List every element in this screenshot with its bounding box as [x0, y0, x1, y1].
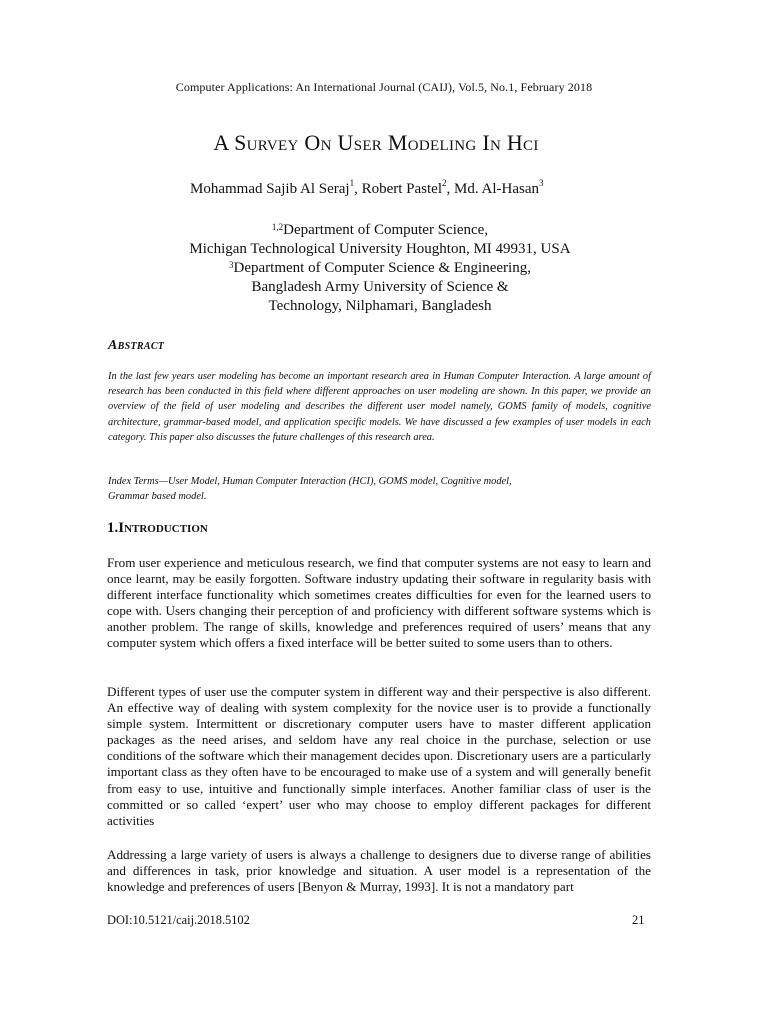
- author-name: Robert Pastel: [361, 181, 442, 197]
- body-paragraph: From user experience and meticulous research, we find that computer systems are not easy to learn and once learnt, may be easily forgotten. Software industry updating their software in regularity basis with different interface functionality which sometimes creates difficulties for even for the learned users to cope with. Users changing their perception of and proficiency with different software systems which is another problem. The range of skills, knowledge and preferences required of users’ means that any computer system which offers a fixed interface will be better suited to some users than to others.: [107, 555, 651, 651]
- author-list: Mohammad Sajib Al Seraj$^1$, Robert Pastel$^2$, Md. Al-Hasan$^3$: [190, 178, 544, 197]
- affiliation-superscript: 3: [229, 260, 234, 270]
- affiliation-line: [0, 259, 760, 278]
- body-paragraph: Different types of user use the computer system in different way and their perspective is also different. An effective way of dealing with system complexity for the novice user is to provide a functionally simple system. Intermittent or discretionary computer users have to master different application packages as the need arises, and seldom have any real choice in the purchase, selection or use conditions of the software which their management decides upon. Discretionary users are a particularly important class as they often have to be encouraged to make use of a system and will generally benefit from easy to use, intuitive and functionally simple interfaces. Another familiar class of user is the committed or so called ‘expert’ user who may choose to employ different packages for different activities: [107, 684, 651, 828]
- affiliation-superscript: 1,2: [271, 222, 284, 232]
- running-head: Computer Applications: An International Journal (CAIJ), Vol.5, No.1, February 2018: [175, 80, 593, 94]
- affiliation-line: Bangladesh Army University of Science &: [251, 279, 509, 295]
- section-heading-introduction: 1.Introduction: [107, 520, 208, 536]
- paper-title: A Survey On User Modeling In Hci: [213, 130, 539, 155]
- affiliation-line: Technology, Nilphamari, Bangladesh: [268, 298, 492, 314]
- affiliation-text: Department of Computer Science & Engineering,: [233, 260, 531, 276]
- abstract-heading: Abstract: [108, 338, 165, 353]
- author-superscript: 1: [349, 178, 355, 188]
- body-paragraph: Addressing a large variety of users is always a challenge to designers due to diverse range of abilities and differences in task, prior knowledge and situation. A user model is a representation of the knowledge and preferences of users [Benyon & Murray, 1993]. It is not a mandatory part: [107, 847, 651, 895]
- author-superscript: 3: [538, 178, 544, 188]
- page-number: 21: [632, 913, 645, 927]
- doi-footer: DOI:10.5121/caij.2018.5102: [107, 913, 250, 927]
- affiliation-text: Department of Computer Science,: [283, 222, 489, 238]
- index-terms-line: Index Terms—User Model, Human Computer Interaction (HCI), GOMS model, Cognitive model,: [108, 476, 512, 487]
- author-name: Mohammad Sajib Al Seraj: [190, 181, 350, 197]
- author-name: Md. Al-Hasan: [453, 181, 539, 197]
- author-superscript: 2: [441, 178, 447, 188]
- abstract-text: In the last few years user modeling has become an important research area in Human Computer Interaction. A large amount of research has been conducted in this field where different approaches on user modeling are shown. In this paper, we provide an overview of the field of user modeling and describes the different user model namely, GOMS family of models, cognitive architecture, grammar-based model, and application specific models. We have discussed a few examples of user models in each category. This paper also discusses the future challenges of this research area.: [108, 371, 651, 443]
- index-terms-line: Grammar based model.: [108, 491, 207, 503]
- affiliation-line: Michigan Technological University Houghton, MI 49931, USA: [189, 241, 571, 257]
- index-terms: [108, 474, 651, 504]
- affiliation-line: [0, 221, 760, 240]
